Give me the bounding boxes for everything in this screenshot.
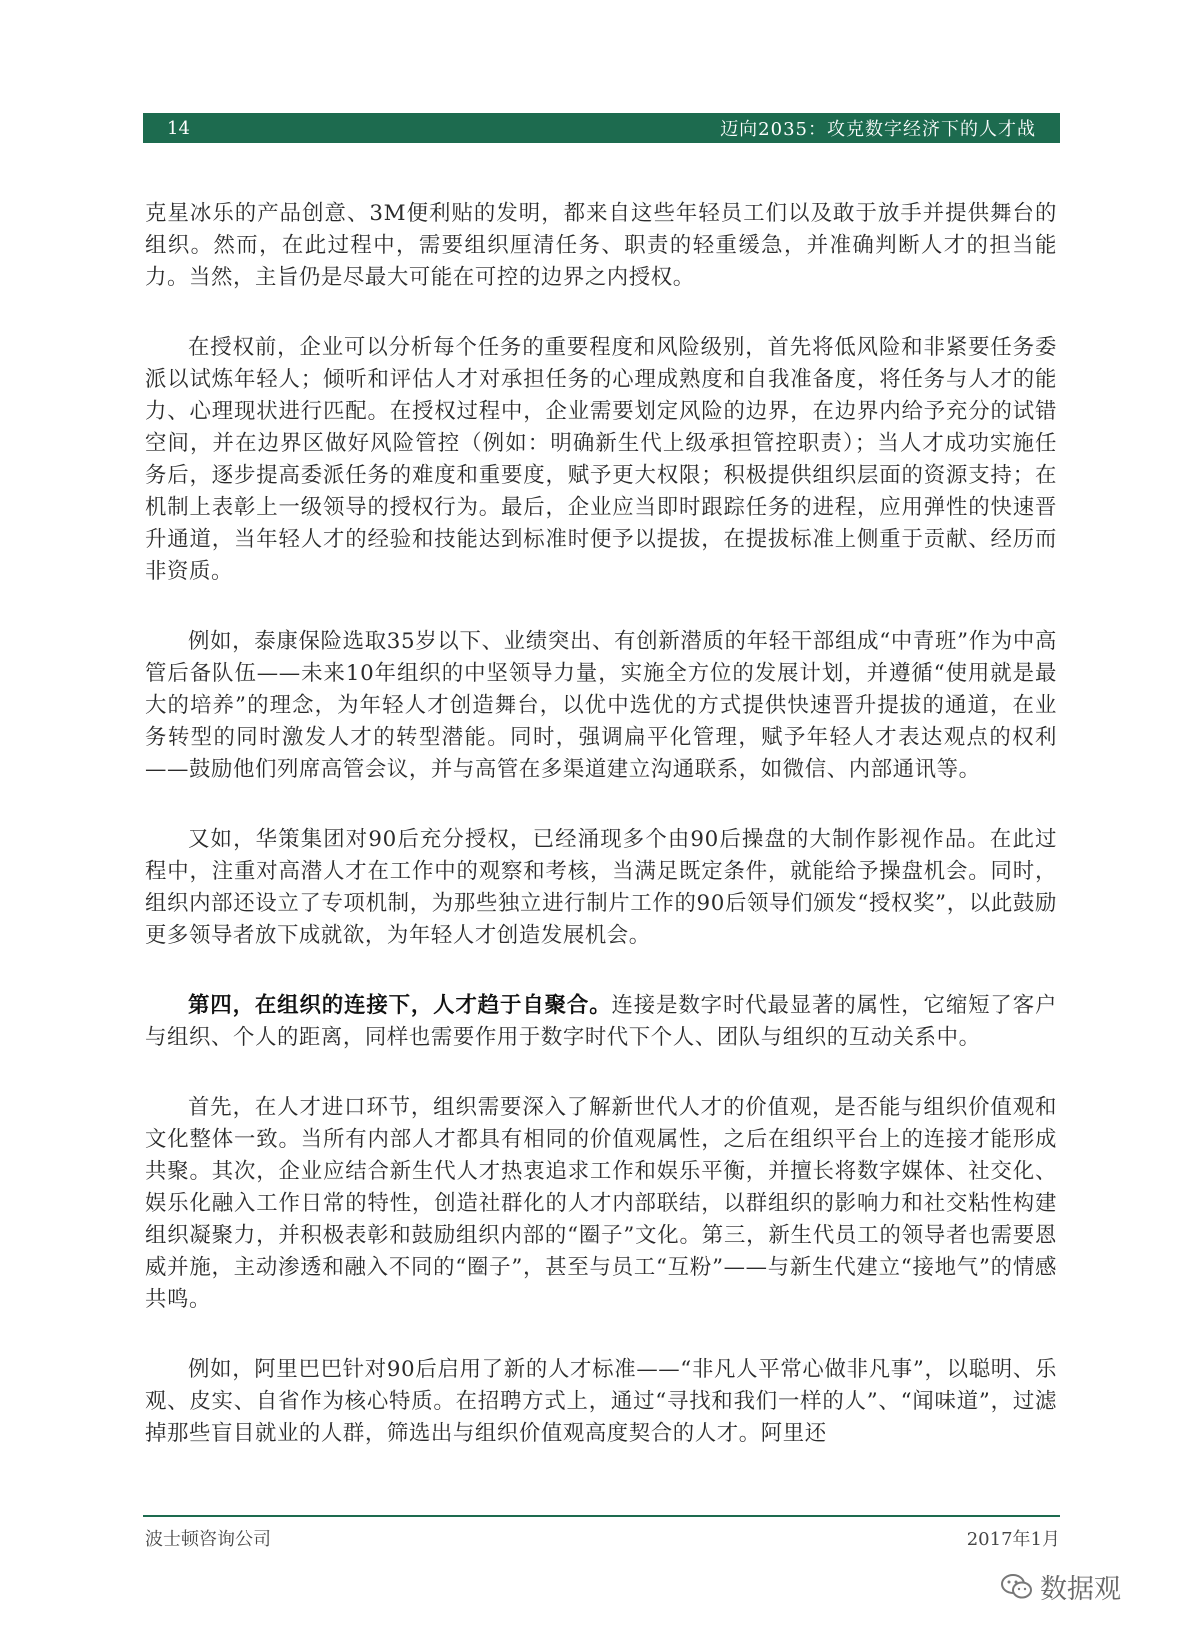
wechat-icon <box>1000 1572 1034 1602</box>
watermark <box>1000 1567 1121 1606</box>
paragraph-1: 克星冰乐的产品创意、3M便利贴的发明，都来自这些年轻员工们以及敢于放手并提供舞台的组织。然而，在此过程中，需要组织厘清任务、职责的轻重缓急，并准确判断人才的担当能力。当然，主旨仍是尽最大可能在可控的边界之内授权。 <box>145 201 1057 290</box>
footer-company: 波士顿咨询公司 <box>145 1529 271 1550</box>
paragraph-2: 在授权前，企业可以分析每个任务的重要程度和风险级别，首先将低风险和非紧要任务委派以试炼年轻人；倾听和评估人才对承担任务的心理成熟度和自我准备度，将任务与人才的能力、心理现状进行匹配。在授权过程中，企业需要划定风险的边界，在边界内给予充分的试错空间，并在边界区做好风险管控（例如：明确新生代上级承担管控职责）；当人才成功实施任务后，逐步提高委派任务的难度和重要度，赋予更大权限；积极提供组织层面的资源支持；在机制上表彰上一级领导的授权行为。最后，企业应当即时跟踪任务的进程，应用弹性的快速晋升通道，当年轻人才的经验和技能达到标准时便予以提拔，在提拔标准上侧重于贡献、经历而非资质。 <box>145 335 1057 584</box>
page-header <box>143 113 1060 143</box>
paragraph-3: 例如，泰康保险选取35岁以下、业绩突出、有创新潜质的年轻干部组成“中青班”作为中高管后备队伍——未来10年组织的中坚领导力量，实施全方位的发展计划，并遵循“使用就是最大的培养”的理念，为年轻人才创造舞台，以优中选优的方式提供快速晋升提拔的通道，在业务转型的同时激发人才的转型潜能。同时，强调扁平化管理，赋予年轻人才表达观点的权利——鼓励他们列席高管会议，并与高管在多渠道建立沟通联系，如微信、内部通讯等。 <box>145 629 1057 782</box>
paragraph-6: 首先，在人才进口环节，组织需要深入了解新世代人才的价值观，是否能与组织价值观和文化整体一致。当所有内部人才都具有相同的价值观属性，之后在组织平台上的连接才能形成共聚。其次，企业应结合新生代人才热衷追求工作和娱乐平衡，并擅长将数字媒体、社交化、娱乐化融入工作日常的特性，创造社群化的人才内部联结，以群组织的影响力和社交粘性构建组织凝聚力，并积极表彰和鼓励组织内部的“圈子”文化。第三，新生代员工的领导者也需要恩威并施，主动渗透和融入不同的“圈子”，甚至与员工“互粉”——与新生代建立“接地气”的情感共鸣。 <box>145 1095 1057 1312</box>
body-text <box>145 198 1057 1450</box>
bold-lead: 第四，在组织的连接下，人才趋于自聚合。 <box>188 993 612 1018</box>
paragraph-7: 例如，阿里巴巴针对90后启用了新的人才标准——“非凡人平常心做非凡事”，以聪明、乐观、皮实、自省作为核心特质。在招聘方式上，通过“寻找和我们一样的人”、“闻味道”，过滤掉那些盲目就业的人群，筛选出与组织价值观高度契合的人才。阿里还 <box>145 1357 1057 1446</box>
paragraph-5: 第四，在组织的连接下，人才趋于自聚合。连接是数字时代最显著的属性，它缩短了客户与组织、个人的距离，同样也需要作用于数字时代下个人、团队与组织的互动关系中。 <box>145 993 1057 1050</box>
footer-divider <box>143 1515 1060 1517</box>
paragraph-4: 又如，华策集团对90后充分授权，已经涌现多个由90后操盘的大制作影视作品。在此过程中，注重对高潜人才在工作中的观察和考核，当满足既定条件，就能给予操盘机会。同时，组织内部还设立了专项机制，为那些独立进行制片工作的90后领导们颁发“授权奖”，以此鼓励更多领导者放下成就欲，为年轻人才创造发展机会。 <box>145 827 1057 948</box>
watermark-text: 数据观 <box>1040 1574 1121 1605</box>
footer-date: 2017年1月 <box>966 1529 1060 1550</box>
page-number: 14 <box>167 117 190 139</box>
document-title: 迈向2035：攻克数字经济下的人才战 <box>720 119 1036 140</box>
